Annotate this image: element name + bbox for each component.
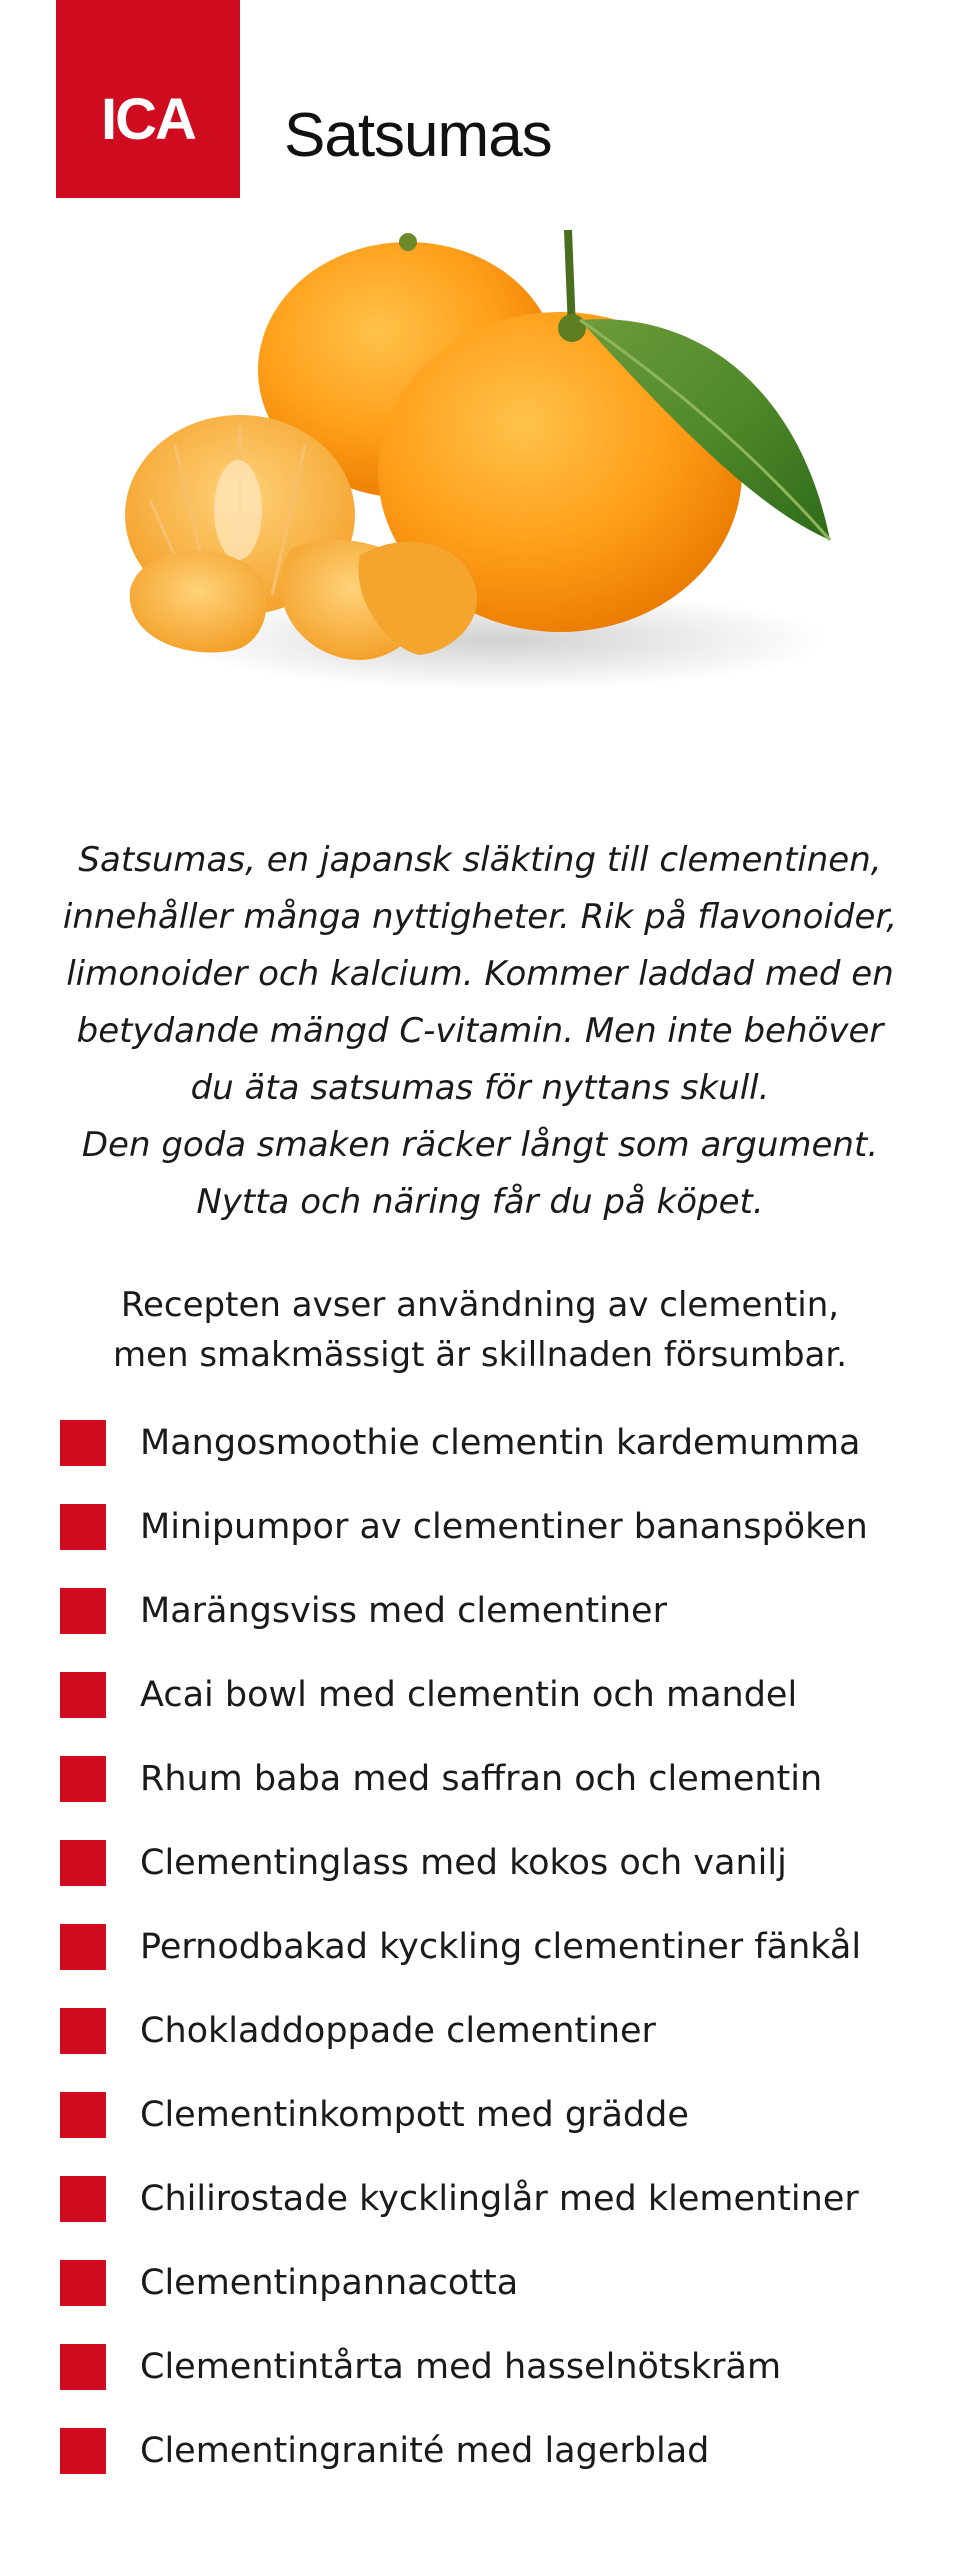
bullet-square-icon bbox=[60, 1588, 106, 1634]
recipe-label: Clementinpannacotta bbox=[140, 2263, 519, 2303]
recipe-note bbox=[60, 1280, 900, 1380]
recipe-item bbox=[60, 2008, 920, 2092]
bullet-square-icon bbox=[60, 2428, 106, 2474]
bullet-square-icon bbox=[60, 1840, 106, 1886]
bullet-square-icon bbox=[60, 2344, 106, 2390]
ica-logo bbox=[56, 0, 240, 198]
bullet-square-icon bbox=[60, 1504, 106, 1550]
bullet-square-icon bbox=[60, 1420, 106, 1466]
recipe-label: Chokladdoppade clementiner bbox=[140, 2011, 656, 2051]
ica-logo-text: ICA bbox=[101, 86, 195, 152]
recipe-item bbox=[60, 2092, 920, 2176]
recipe-item bbox=[60, 1840, 920, 1924]
recipe-item bbox=[60, 1420, 920, 1504]
bullet-square-icon bbox=[60, 1672, 106, 1718]
recipe-label: Acai bowl med clementin och mandel bbox=[140, 1675, 798, 1715]
bullet-square-icon bbox=[60, 2008, 106, 2054]
bullet-square-icon bbox=[60, 2176, 106, 2222]
intro-line: limonoider och kalcium. Kommer laddad med en bbox=[66, 954, 894, 994]
recipe-label: Clementingranité med lagerblad bbox=[140, 2431, 710, 2471]
intro-line: innehåller många nyttigheter. Rik på flavonoider, bbox=[62, 897, 898, 937]
recipe-item bbox=[60, 2428, 920, 2512]
recipe-label: Clementinglass med kokos och vanilj bbox=[140, 1843, 787, 1883]
recipe-item bbox=[60, 2344, 920, 2428]
note-line: men smakmässigt är skillnaden försumbar. bbox=[112, 1335, 848, 1375]
intro-line: du äta satsumas för nyttans skull. bbox=[190, 1068, 770, 1108]
recipe-label: Chilirostade kycklinglår med klementiner bbox=[140, 2179, 859, 2219]
recipe-item bbox=[60, 1924, 920, 2008]
recipe-item bbox=[60, 1756, 920, 1840]
recipe-label: Mangosmoothie clementin kardemumma bbox=[140, 1423, 861, 1463]
recipe-label: Minipumpor av clementiner bananspöken bbox=[140, 1507, 868, 1547]
recipe-item bbox=[60, 2260, 920, 2344]
recipe-item bbox=[60, 1672, 920, 1756]
intro-line: betydande mängd C-vitamin. Men inte behöver bbox=[76, 1011, 884, 1051]
recipe-item bbox=[60, 2176, 920, 2260]
page-title: Satsumas bbox=[284, 101, 552, 170]
recipe-label: Marängsviss med clementiner bbox=[140, 1591, 667, 1631]
bullet-square-icon bbox=[60, 2092, 106, 2138]
intro-line: Satsumas, en japansk släkting till clementinen, bbox=[78, 840, 882, 880]
recipe-item bbox=[60, 1504, 920, 1588]
bullet-square-icon bbox=[60, 1756, 106, 1802]
intro-line: Nytta och näring får du på köpet. bbox=[196, 1182, 764, 1222]
recipe-list bbox=[60, 1420, 920, 2512]
recipe-label: Clementinkompott med grädde bbox=[140, 2095, 689, 2135]
note-line: Recepten avser användning av clementin, bbox=[120, 1285, 840, 1325]
bullet-square-icon bbox=[60, 2260, 106, 2306]
satsumas-image bbox=[60, 210, 900, 750]
intro-text bbox=[60, 832, 900, 1231]
recipe-item bbox=[60, 1588, 920, 1672]
intro-line: Den goda smaken räcker långt som argument. bbox=[81, 1125, 879, 1165]
bullet-square-icon bbox=[60, 1924, 106, 1970]
recipe-label: Rhum baba med saffran och clementin bbox=[140, 1759, 823, 1799]
recipe-label: Pernodbakad kyckling clementiner fänkål bbox=[140, 1927, 862, 1967]
recipe-label: Clementintårta med hasselnötskräm bbox=[140, 2347, 782, 2387]
